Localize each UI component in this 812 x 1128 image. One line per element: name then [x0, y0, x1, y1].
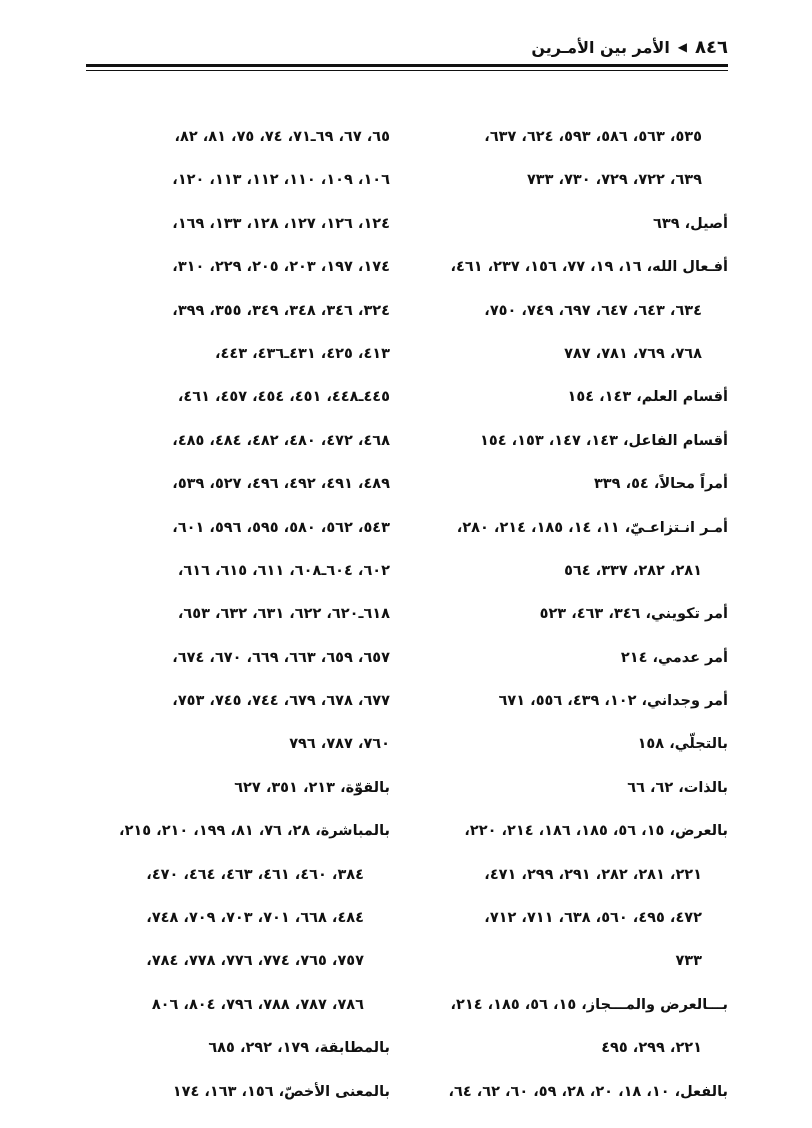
index-entry-line: ٧٦٠، ٧٨٧، ٧٩٦: [289, 736, 390, 753]
index-entry-line: ٦٧٧، ٦٧٨، ٦٧٩، ٧٤٤، ٧٤٥، ٧٥٣،: [172, 693, 390, 710]
index-entry-line: أقسام الفاعل، ١٤٣، ١٤٧، ١٥٣، ١٥٤: [480, 432, 728, 449]
left-arrow-icon: ◀: [677, 40, 688, 54]
index-entry-line: ٦٣٩، ٧٢٢، ٧٢٩، ٧٣٠، ٧٣٣: [526, 172, 702, 189]
index-entry-line: ٧٨٦، ٧٨٧، ٧٨٨، ٧٩٦، ٨٠٤، ٨٠٦: [151, 996, 364, 1013]
index-entry-line: ٤٨٩، ٤٩١، ٤٩٢، ٤٩٦، ٥٢٧، ٥٣٩،: [172, 476, 390, 493]
header-rule-thin: [86, 70, 728, 71]
index-entry-line: ٧٦٨، ٧٦٩، ٧٨١، ٧٨٧: [564, 345, 702, 362]
running-title: الأمر بين الأمـرين: [531, 37, 670, 57]
index-entry-line: ٢٢١، ٢٩٩، ٤٩٥: [601, 1040, 702, 1057]
index-entry-line: ٦٠٢، ٦٠٤ـ٦٠٨، ٦١١، ٦١٥، ٦١٦،: [177, 562, 390, 579]
index-entry-line: بالتجلّي، ١٥٨: [637, 736, 728, 753]
index-entry-line: ٦١٨ـ٦٢٠، ٦٢٢، ٦٣١، ٦٣٢، ٦٥٣،: [177, 606, 390, 623]
page-number: ٨٤٦: [695, 36, 728, 58]
index-entry-line: بالفعل، ١٠، ١٨، ٢٠، ٢٨، ٥٩، ٦٠، ٦٢، ٦٤،: [448, 1083, 728, 1100]
index-entry-line: بالمطابقة، ١٧٩، ٢٩٢، ٦٨٥: [208, 1040, 390, 1057]
index-entry-line: بالعرض، ١٥، ٥٦، ١٨٥، ١٨٦، ٢١٤، ٢٢٠،: [464, 823, 728, 840]
index-column-right: [418, 116, 728, 1114]
index-entry-line: ٤٦٨، ٤٧٢، ٤٨٠، ٤٨٢، ٤٨٤، ٤٨٥،: [172, 432, 390, 449]
index-entry-line: ٤٧٢، ٤٩٥، ٥٦٠، ٦٣٨، ٧١١، ٧١٢،: [484, 910, 702, 927]
index-entry-line: أمـر انـتزاعـيّ، ١١، ١٤، ١٨٥، ٢١٤، ٢٨٠،: [456, 519, 728, 536]
index-entry-line: ٥٣٥، ٥٦٣، ٥٨٦، ٥٩٣، ٦٢٤، ٦٣٧،: [484, 129, 702, 145]
index-entry-line: ٧٥٧، ٧٦٥، ٧٧٤، ٧٧٦، ٧٧٨، ٧٨٤،: [146, 953, 364, 970]
index-entry-line: ٦٣٤، ٦٤٣، ٦٤٧، ٦٩٧، ٧٤٩، ٧٥٠،: [484, 302, 702, 319]
index-entry-line: أمر تكويني، ٣٤٦، ٤٦٣، ٥٢٣: [539, 606, 728, 623]
index-entry-line: ١٠٦، ١٠٩، ١١٠، ١١٢، ١١٣، ١٢٠،: [172, 172, 390, 189]
index-entry-line: ١٧٤، ١٩٧، ٢٠٣، ٢٠٥، ٢٢٩، ٣١٠،: [172, 259, 390, 276]
index-entry-line: بالمعنى الأخصّ، ١٥٦، ١٦٣، ١٧٤: [172, 1083, 390, 1100]
index-entry-line: ٣٨٤، ٤٦٠، ٤٦١، ٤٦٣، ٤٦٤، ٤٧٠،: [146, 866, 364, 883]
index-entry-line: بالقوّة، ٢١٣، ٣٥١، ٦٢٧: [234, 779, 390, 796]
index-entry-line: ٣٢٤، ٣٤٦، ٣٤٨، ٣٤٩، ٣٥٥، ٣٩٩،: [172, 302, 390, 319]
index-entry-line: أمر وجداني، ١٠٢، ٤٣٩، ٥٥٦، ٦٧١: [498, 693, 728, 710]
index-entry-line: أفـعال الله، ١٦، ١٩، ٧٧، ١٥٦، ٢٣٧، ٤٦١،: [450, 259, 728, 276]
index-entry-line: أصيل، ٦٣٩: [653, 215, 728, 232]
index-entry-line: ٥٤٣، ٥٦٢، ٥٨٠، ٥٩٥، ٥٩٦، ٦٠١،: [172, 519, 390, 536]
index-entry-line: أمراً محالاً، ٥٤، ٣٣٩: [593, 476, 728, 493]
index-entry-line: ٤٤٥ـ٤٤٨، ٤٥١، ٤٥٤، ٤٥٧، ٤٦١،: [177, 389, 390, 406]
index-entry-line: بـــالعرض والمـــجاز، ١٥، ٥٦، ١٨٥، ٢١٤،: [450, 996, 728, 1013]
index-entry-line: ٢٢١، ٢٨١، ٢٨٢، ٢٩١، ٢٩٩، ٤٧١،: [484, 866, 702, 883]
index-entry-line: ٤١٣، ٤٢٥، ٤٣١ـ٤٣٦، ٤٤٣،: [215, 345, 390, 362]
index-entry-line: ٢٨١، ٢٨٢، ٣٣٧، ٥٦٤: [564, 562, 702, 579]
index-entry-line: ٧٣٣: [675, 953, 702, 970]
index-entry-line: ١٢٤، ١٢٦، ١٢٧، ١٢٨، ١٣٣، ١٦٩،: [172, 215, 390, 232]
index-entry-line: ٦٥٧، ٦٥٩، ٦٦٣، ٦٦٩، ٦٧٠، ٦٧٤،: [172, 649, 390, 666]
index-entry-line: بالمباشرة، ٢٨، ٧٦، ٨١، ١٩٩، ٢١٠، ٢١٥،: [119, 823, 390, 840]
index-entry-line: أقسام العلم، ١٤٣، ١٥٤: [567, 389, 728, 406]
index-entry-line: أمر عدمي، ٢١٤: [620, 649, 728, 666]
index-entry-line: ٦٥، ٦٧، ٦٩ـ٧١، ٧٤، ٧٥، ٨١، ٨٢،: [174, 129, 390, 145]
index-entry-line: ٤٨٤، ٦٦٨، ٧٠١، ٧٠٣، ٧٠٩، ٧٤٨،: [146, 910, 364, 927]
index-column-left: [70, 116, 390, 1114]
index-entry-line: بالذات، ٦٢، ٦٦: [627, 779, 728, 796]
header-rule-thick: [86, 64, 728, 67]
running-header: [86, 34, 728, 60]
